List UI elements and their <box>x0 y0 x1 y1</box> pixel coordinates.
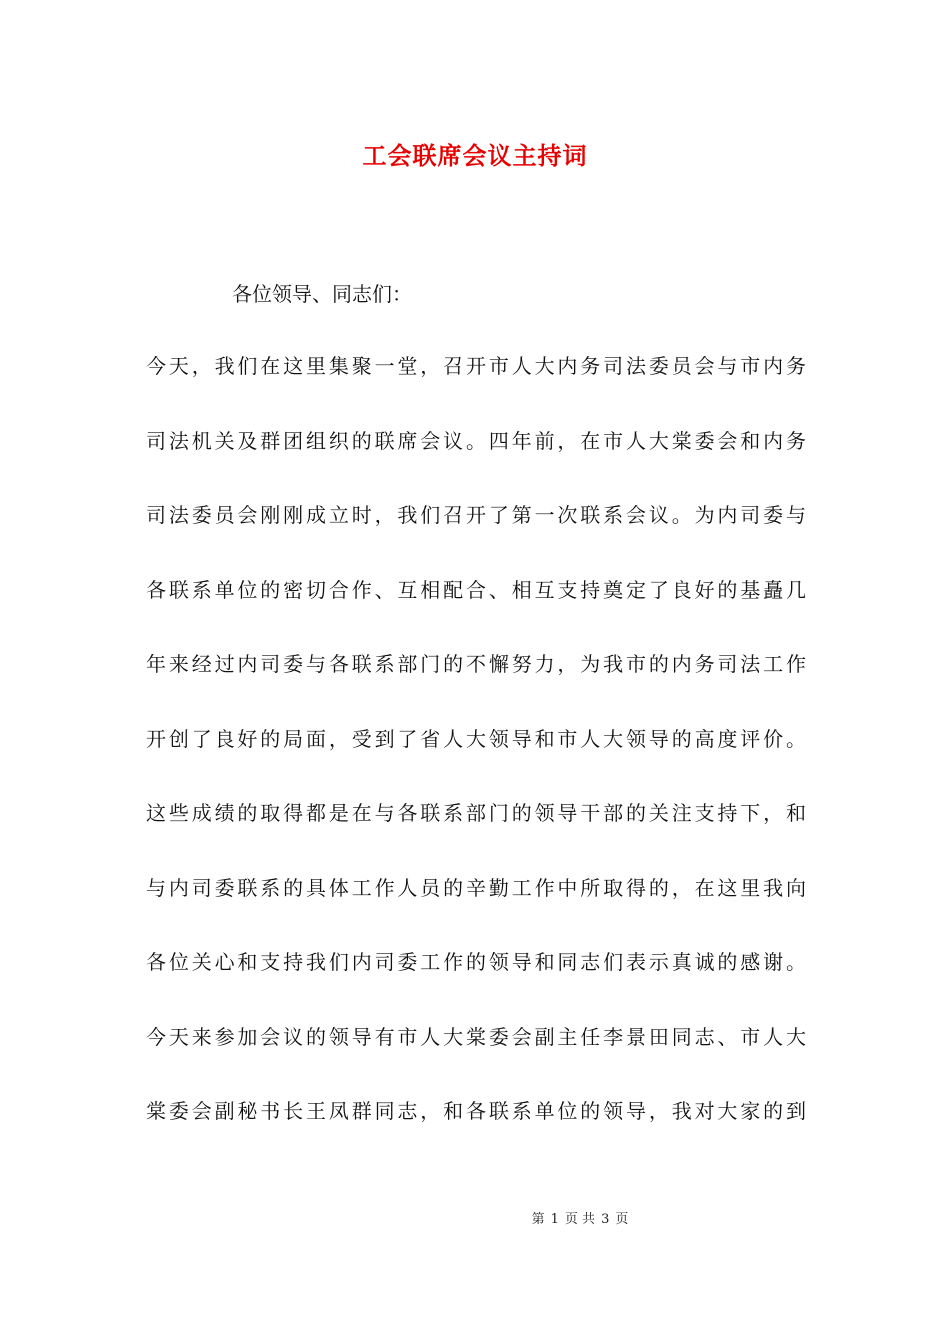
text-line: 这些成绩的取得都是在与各联系部门的领导干部的关注支持下，和 <box>146 801 806 825</box>
body-text <box>146 352 806 1172</box>
page-label-mid: 页 共 <box>564 1212 596 1227</box>
text-line: 开创了良好的局面，受到了省人大领导和市人大领导的高度评价。 <box>146 726 806 751</box>
text-line: 棠委会副秘书长王凤群同志，和各联系单位的领导，我对大家的到 <box>146 1099 806 1123</box>
text-line: 与内司委联系的具体工作人员的辛勤工作中所取得的，在这里我向 <box>146 875 806 900</box>
text-line: 今天来参加会议的领导有市人大棠委会副主任李景田同志、市人大 <box>146 1024 806 1049</box>
page-footer <box>0 1208 950 1227</box>
text-line: 各联系单位的密切合作、互相配合、相互支持奠定了良好的基矗几 <box>146 577 806 602</box>
text-line: 司法委员会刚刚成立时，我们召开了第一次联系会议。为内司委与 <box>146 503 806 527</box>
text-line: 今天，我们在这里集聚一堂，召开市人大内务司法委员会与市内务 <box>146 354 806 378</box>
page-number: 1 <box>550 1212 559 1227</box>
greeting-line: 各位领导、同志们： <box>232 282 412 306</box>
page-total: 3 <box>601 1212 610 1227</box>
text-line: 司法机关及群团组织的联席会议。四年前，在市人大棠委会和内务 <box>146 428 806 453</box>
text-line: 各位关心和支持我们内司委工作的领导和同志们表示真诚的感谢。 <box>146 950 806 974</box>
page-label-prefix: 第 <box>531 1212 545 1227</box>
text-line: 年来经过内司委与各联系部门的不懈努力，为我市的内务司法工作 <box>146 652 806 676</box>
page-label-suffix: 页 <box>615 1212 629 1227</box>
page-title: 工会联席会议主持词 <box>362 141 588 170</box>
